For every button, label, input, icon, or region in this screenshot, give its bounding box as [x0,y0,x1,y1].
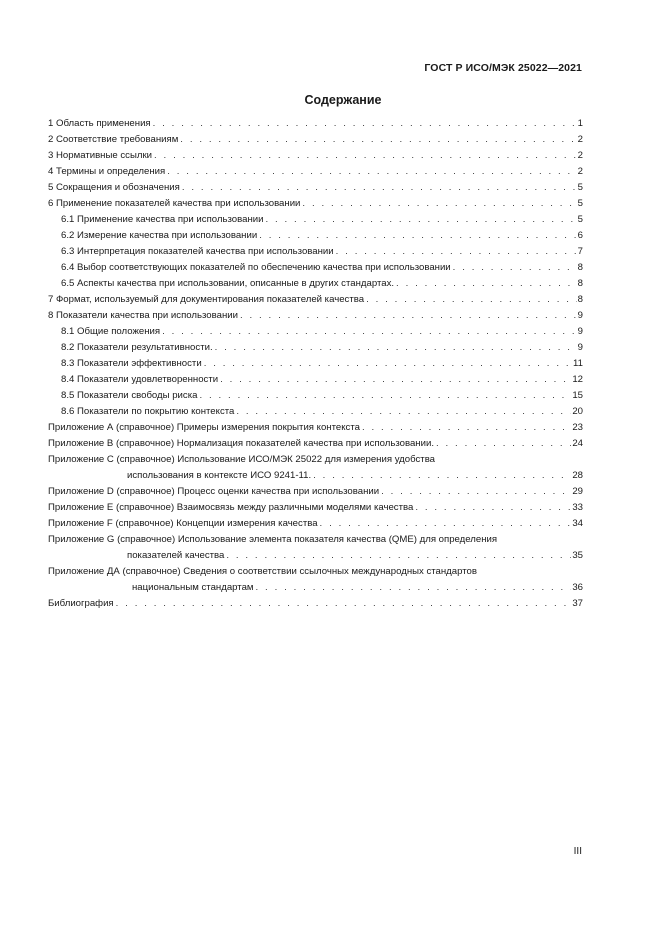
toc-entry[interactable] [48,244,583,260]
toc-entry[interactable] [48,196,583,212]
toc-entry-page: 35 [572,550,583,561]
toc-entry-appendix-g[interactable] [48,532,583,564]
leader-dots [366,292,577,308]
toc-entry-label: 6.3 Интерпретация показателей качества при использовании [61,244,336,260]
toc-entry[interactable] [48,356,583,372]
leader-dots [180,132,576,148]
toc-entry-label: 8 Показатели качества при использовании [48,308,240,324]
toc-entry-label: 4 Термины и определения [48,164,167,180]
toc-entry-page: 6 [577,230,583,241]
toc-entry-page: 9 [577,326,583,337]
toc-entry-label: Приложение ДА (справочное) Сведения о соответствии ссылочных международных стандартов [48,566,477,577]
leader-dots [265,212,576,228]
toc-entry[interactable] [48,212,583,228]
toc-entry-label: 1 Область применения [48,116,153,132]
leader-dots [226,548,571,564]
leader-dots [167,164,576,180]
toc-entry[interactable] [48,292,583,308]
toc-entry[interactable] [48,180,583,196]
toc-entry-page: 7 [577,246,583,257]
toc-entry-label: Библиография [48,596,116,612]
toc-entry-label: Приложение F (справочное) Концепции измерения качества [48,516,320,532]
toc-entry[interactable] [48,500,583,516]
toc-entry-label-cont: национальным стандартам [132,580,256,596]
toc-entry-page: 28 [572,470,583,481]
toc-entry-label: 7 Формат, используемый для документирования показателей качества [48,292,366,308]
toc-entry-label: 6 Применение показателей качества при использовании [48,196,302,212]
toc-entry-page: 5 [577,214,583,225]
leader-dots [154,148,577,164]
toc-entry-label-cont: использования в контексте ИСО 9241-11. [127,468,313,484]
toc-entry-label: 2 Соответствие требованиям [48,132,180,148]
toc-entry-label: Приложение G (справочное) Использование элемента показателя качества (QME) для определения [48,534,498,545]
document-code: ГОСТ Р ИСО/МЭК 25022—2021 [424,62,582,74]
toc-entry-page: 1 [577,118,583,129]
leader-dots [313,468,571,484]
toc-entry-page: 8 [577,278,583,289]
toc-entry-label: 8.6 Показатели по покрытию контекста [61,404,236,420]
toc-entry-appendix-da[interactable] [48,564,583,596]
toc-entry[interactable] [48,420,583,436]
toc-entry[interactable] [48,132,583,148]
leader-dots [436,436,571,452]
toc-entry[interactable] [48,228,583,244]
toc-entry-page: 11 [573,358,583,369]
leader-dots [199,388,571,404]
toc-entry[interactable] [48,276,583,292]
toc-entry[interactable] [48,116,583,132]
toc-entry[interactable] [48,340,583,356]
leader-dots [240,308,577,324]
toc-entry-page: 20 [572,406,583,417]
toc-entry[interactable] [48,372,583,388]
toc-entry-label: 6.4 Выбор соответствующих показателей по обеспечению качества при использовании [61,260,453,276]
toc-title: Содержание [304,93,382,107]
toc-entry-label: 8.1 Общие положения [61,324,162,340]
toc-entry-label: 8.4 Показатели удовлетворенности [61,372,220,388]
toc-entry-page: 36 [572,582,583,593]
toc-entry-page: 34 [572,518,583,529]
toc-entry-label: 3 Нормативные ссылки [48,148,154,164]
leader-dots [396,276,577,292]
toc-entry-page: 12 [572,374,583,385]
toc-entry-label: 6.5 Аспекты качества при использовании, описанные в других стандартах. [61,276,396,292]
toc-entry-page: 24 [572,438,583,449]
toc-entry-page: 5 [577,198,583,209]
toc-entry[interactable] [48,308,583,324]
toc-entry-page: 5 [577,182,583,193]
toc-entry-label: 6.1 Применение качества при использовании [61,212,265,228]
toc-entry-page: 37 [572,598,583,609]
leader-dots [215,340,577,356]
leader-dots [362,420,571,436]
toc-entry-label: 6.2 Измерение качества при использовании [61,228,259,244]
toc-entry-page: 8 [577,294,583,305]
toc-entry-label: Приложение В (справочное) Нормализация показателей качества при использовании. [48,436,436,452]
toc-entry-label: 8.5 Показатели свободы риска [61,388,199,404]
leader-dots [256,580,572,596]
leader-dots [153,116,577,132]
toc-entry-label: Приложение А (справочное) Примеры измерения покрытия контекста [48,420,362,436]
toc-entry[interactable] [48,516,583,532]
leader-dots [259,228,576,244]
leader-dots [182,180,577,196]
toc-entry[interactable] [48,388,583,404]
leader-dots [320,516,572,532]
toc-entry[interactable] [48,484,583,500]
toc-entry-label-cont: показателей качества [127,548,226,564]
leader-dots [336,244,577,260]
leader-dots [204,356,572,372]
leader-dots [220,372,571,388]
toc-entry-label: 8.2 Показатели результативности. [61,340,215,356]
leader-dots [453,260,577,276]
toc-entry-page: 15 [572,390,583,401]
toc-entry-page: 33 [572,502,583,513]
toc-entry[interactable] [48,404,583,420]
leader-dots [415,500,571,516]
leader-dots [162,324,577,340]
toc-entry-label: Приложение D (справочное) Процесс оценки качества при использовании [48,484,381,500]
toc-entry[interactable] [48,148,583,164]
leader-dots [236,404,571,420]
toc-entry[interactable] [48,260,583,276]
toc-entry-label: 5 Сокращения и обозначения [48,180,182,196]
toc-entry-page: 9 [577,342,583,353]
toc-entry-label: Приложение С (справочное) Использование ИСО/МЭК 25022 для измерения удобства [48,454,436,465]
toc-entry-page: 2 [577,134,583,145]
table-of-contents [48,116,583,612]
toc-entry-page: 2 [577,150,583,161]
toc-entry[interactable] [48,164,583,180]
leader-dots [381,484,571,500]
toc-entry[interactable] [48,324,583,340]
leader-dots [116,596,572,612]
toc-entry-page: 9 [577,310,583,321]
toc-entry-bibliography[interactable] [48,596,583,612]
toc-entry-label: Приложение Е (справочное) Взаимосвязь между различными моделями качества [48,500,415,516]
toc-entry-page: 2 [577,166,583,177]
toc-entry-page: 8 [577,262,583,273]
leader-dots [302,196,576,212]
toc-entry[interactable] [48,436,583,452]
toc-entry-appendix-c[interactable] [48,452,583,484]
page-number: III [573,846,582,857]
toc-entry-page: 29 [572,486,583,497]
toc-entry-label: 8.3 Показатели эффективности [61,356,204,372]
toc-entry-page: 23 [572,422,583,433]
